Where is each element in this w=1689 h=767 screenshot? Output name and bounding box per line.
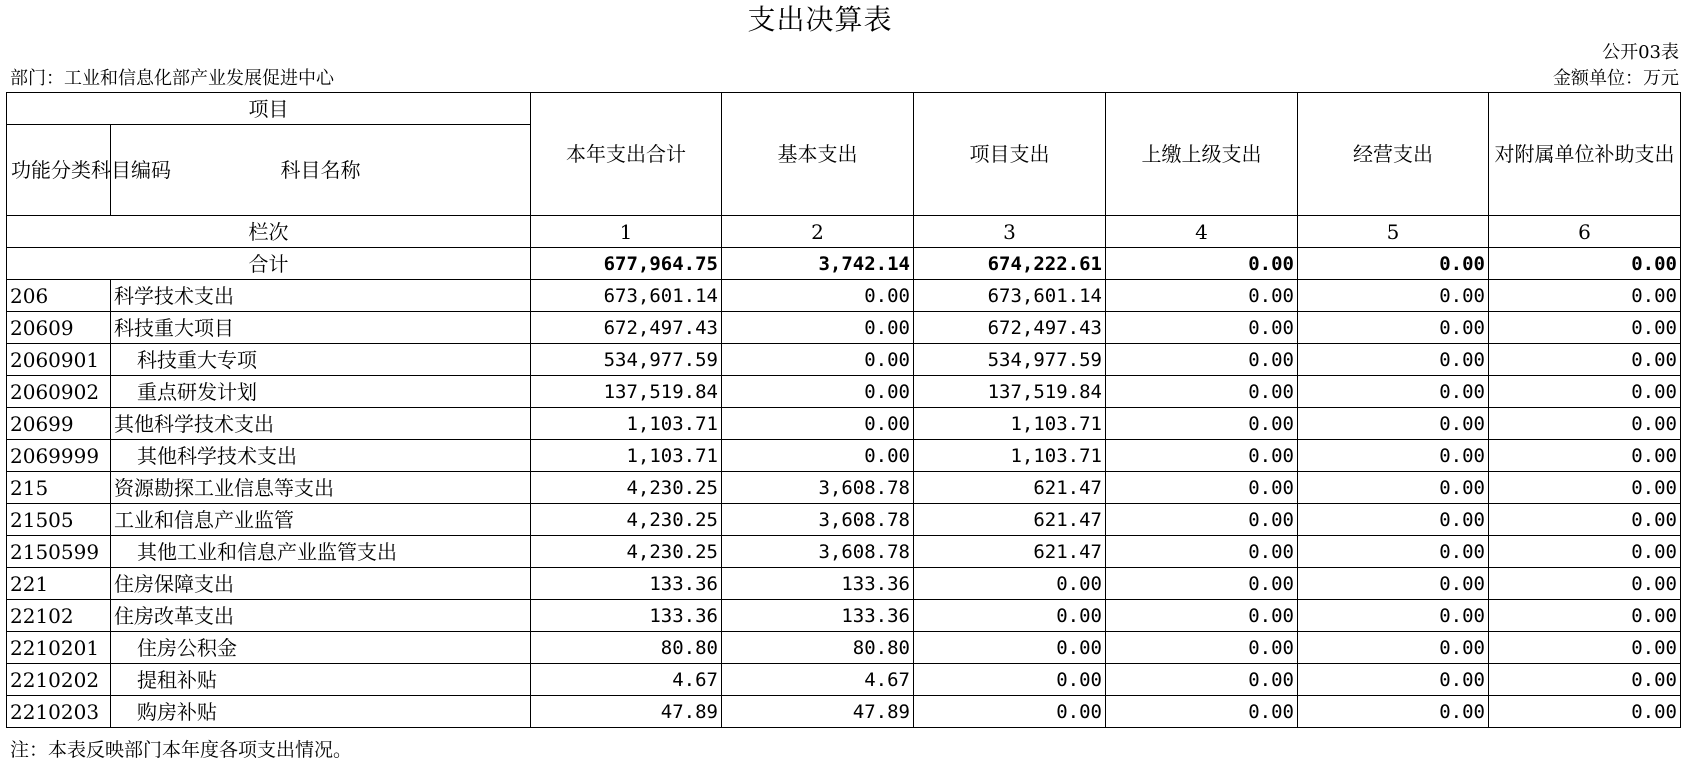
footnote: 注：本表反映部门本年度各项支出情况。 — [10, 739, 353, 761]
row-value: 0.00 — [1489, 344, 1681, 376]
row-value: 534,977.59 — [914, 344, 1106, 376]
row-name: 资源勘探工业信息等支出 — [111, 472, 531, 504]
row-code: 21505 — [7, 504, 111, 536]
row-value: 47.89 — [722, 696, 914, 728]
row-value: 0.00 — [1106, 472, 1298, 504]
row-value: 0.00 — [722, 408, 914, 440]
row-value: 0.00 — [1298, 440, 1489, 472]
row-name: 提租补贴 — [111, 664, 531, 696]
row-value: 673,601.14 — [531, 280, 722, 312]
table-row — [7, 312, 1681, 344]
department-label: 部门：工业和信息化部产业发展促进中心 — [10, 68, 334, 89]
row-value: 0.00 — [1106, 600, 1298, 632]
header-col-subsidy: 对附属单位补助支出 — [1489, 93, 1681, 216]
row-code: 2069999 — [7, 440, 111, 472]
total-value: 0.00 — [1106, 248, 1298, 280]
row-value: 133.36 — [722, 600, 914, 632]
col-number: 3 — [914, 216, 1106, 248]
row-value: 0.00 — [1489, 312, 1681, 344]
row-value: 80.80 — [722, 632, 914, 664]
row-code: 2210201 — [7, 632, 111, 664]
row-value: 0.00 — [1489, 632, 1681, 664]
col-number: 4 — [1106, 216, 1298, 248]
table-row — [7, 440, 1681, 472]
row-value: 672,497.43 — [531, 312, 722, 344]
table-row — [7, 536, 1681, 568]
row-value: 4.67 — [531, 664, 722, 696]
row-value: 621.47 — [914, 472, 1106, 504]
expenditure-table — [6, 92, 1681, 728]
row-code: 2150599 — [7, 536, 111, 568]
row-value: 0.00 — [1298, 536, 1489, 568]
row-code: 215 — [7, 472, 111, 504]
row-value: 0.00 — [1489, 408, 1681, 440]
total-row — [7, 248, 1681, 280]
row-value: 0.00 — [1298, 280, 1489, 312]
table-row — [7, 280, 1681, 312]
row-value: 0.00 — [1106, 344, 1298, 376]
row-name: 科技重大专项 — [111, 344, 531, 376]
row-value: 0.00 — [1298, 312, 1489, 344]
header-col-project: 项目支出 — [914, 93, 1106, 216]
row-value: 1,103.71 — [531, 408, 722, 440]
row-value: 133.36 — [722, 568, 914, 600]
row-value: 0.00 — [1298, 504, 1489, 536]
row-code: 206 — [7, 280, 111, 312]
total-value: 3,742.14 — [722, 248, 914, 280]
row-label: 栏次 — [7, 216, 531, 248]
row-name: 工业和信息产业监管 — [111, 504, 531, 536]
row-value: 1,103.71 — [531, 440, 722, 472]
total-value: 674,222.61 — [914, 248, 1106, 280]
row-value: 0.00 — [914, 632, 1106, 664]
row-value: 3,608.78 — [722, 536, 914, 568]
total-value: 677,964.75 — [531, 248, 722, 280]
row-code: 2060902 — [7, 376, 111, 408]
row-name: 住房改革支出 — [111, 600, 531, 632]
row-name: 购房补贴 — [111, 696, 531, 728]
row-value: 0.00 — [722, 280, 914, 312]
row-value: 0.00 — [914, 568, 1106, 600]
row-name: 科学技术支出 — [111, 280, 531, 312]
row-value: 0.00 — [1106, 312, 1298, 344]
row-value: 673,601.14 — [914, 280, 1106, 312]
row-value: 621.47 — [914, 504, 1106, 536]
row-value: 0.00 — [914, 600, 1106, 632]
row-code: 20609 — [7, 312, 111, 344]
row-value: 0.00 — [1298, 376, 1489, 408]
row-value: 4,230.25 — [531, 472, 722, 504]
form-number: 公开03表 — [1602, 42, 1679, 63]
total-value: 0.00 — [1489, 248, 1681, 280]
row-value: 0.00 — [1106, 664, 1298, 696]
row-value: 0.00 — [1106, 632, 1298, 664]
row-value: 0.00 — [1489, 664, 1681, 696]
header-name: 科目名称 — [111, 125, 531, 216]
row-value: 0.00 — [1298, 408, 1489, 440]
row-value: 0.00 — [1106, 536, 1298, 568]
row-value: 0.00 — [1489, 440, 1681, 472]
table-row — [7, 664, 1681, 696]
row-value: 0.00 — [1489, 472, 1681, 504]
row-value: 0.00 — [914, 696, 1106, 728]
row-value: 0.00 — [1489, 568, 1681, 600]
table-row — [7, 504, 1681, 536]
row-value: 0.00 — [1489, 600, 1681, 632]
row-code: 221 — [7, 568, 111, 600]
table-row — [7, 568, 1681, 600]
row-value: 0.00 — [1298, 472, 1489, 504]
header-col-basic: 基本支出 — [722, 93, 914, 216]
row-code: 2210203 — [7, 696, 111, 728]
table-row — [7, 632, 1681, 664]
row-value: 0.00 — [722, 376, 914, 408]
row-value: 3,608.78 — [722, 504, 914, 536]
row-name: 其他科学技术支出 — [111, 408, 531, 440]
row-value: 3,608.78 — [722, 472, 914, 504]
row-code: 2060901 — [7, 344, 111, 376]
row-value: 0.00 — [1106, 504, 1298, 536]
row-value: 0.00 — [1106, 696, 1298, 728]
row-code: 22102 — [7, 600, 111, 632]
row-value: 0.00 — [1298, 632, 1489, 664]
row-value: 0.00 — [722, 312, 914, 344]
col-number: 1 — [531, 216, 722, 248]
row-value: 4,230.25 — [531, 504, 722, 536]
row-name: 其他科学技术支出 — [111, 440, 531, 472]
row-name: 住房保障支出 — [111, 568, 531, 600]
row-value: 133.36 — [531, 600, 722, 632]
row-value: 80.80 — [531, 632, 722, 664]
row-value: 1,103.71 — [914, 408, 1106, 440]
row-value: 0.00 — [1298, 664, 1489, 696]
row-value: 0.00 — [914, 664, 1106, 696]
unit-label: 金额单位：万元 — [1553, 68, 1679, 89]
total-label: 合计 — [7, 248, 531, 280]
col-number: 6 — [1489, 216, 1681, 248]
row-value: 0.00 — [1489, 280, 1681, 312]
row-value: 0.00 — [1106, 440, 1298, 472]
row-value: 137,519.84 — [914, 376, 1106, 408]
row-value: 4,230.25 — [531, 536, 722, 568]
col-number: 5 — [1298, 216, 1489, 248]
row-value: 0.00 — [1106, 280, 1298, 312]
table-row — [7, 344, 1681, 376]
table-row — [7, 472, 1681, 504]
col-number: 2 — [722, 216, 914, 248]
row-value: 672,497.43 — [914, 312, 1106, 344]
row-name: 其他工业和信息产业监管支出 — [111, 536, 531, 568]
row-value: 47.89 — [531, 696, 722, 728]
total-value: 0.00 — [1298, 248, 1489, 280]
row-value: 133.36 — [531, 568, 722, 600]
row-value: 1,103.71 — [914, 440, 1106, 472]
row-value: 0.00 — [1106, 408, 1298, 440]
table-row — [7, 696, 1681, 728]
row-value: 4.67 — [722, 664, 914, 696]
row-value: 0.00 — [1489, 376, 1681, 408]
row-value: 0.00 — [1489, 536, 1681, 568]
row-value: 0.00 — [1489, 696, 1681, 728]
table-row — [7, 408, 1681, 440]
header-item: 项目 — [7, 93, 531, 125]
row-value: 0.00 — [1298, 600, 1489, 632]
table-row — [7, 376, 1681, 408]
header-code: 功能分类科目编码 — [7, 125, 111, 216]
row-value: 0.00 — [1298, 568, 1489, 600]
row-value: 0.00 — [1489, 504, 1681, 536]
row-name: 住房公积金 — [111, 632, 531, 664]
row-code: 2210202 — [7, 664, 111, 696]
row-value: 0.00 — [1106, 568, 1298, 600]
row-code: 20699 — [7, 408, 111, 440]
row-value: 534,977.59 — [531, 344, 722, 376]
header-col-operating: 经营支出 — [1298, 93, 1489, 216]
header-col-total: 本年支出合计 — [531, 93, 722, 216]
table-row — [7, 600, 1681, 632]
page-title: 支出决算表 — [747, 3, 893, 36]
row-value: 0.00 — [722, 344, 914, 376]
row-value: 0.00 — [1298, 696, 1489, 728]
row-name: 科技重大项目 — [111, 312, 531, 344]
header-col-remit: 上缴上级支出 — [1106, 93, 1298, 216]
row-value: 0.00 — [1106, 376, 1298, 408]
row-name: 重点研发计划 — [111, 376, 531, 408]
row-value: 137,519.84 — [531, 376, 722, 408]
row-value: 0.00 — [1298, 344, 1489, 376]
row-value: 621.47 — [914, 536, 1106, 568]
row-value: 0.00 — [722, 440, 914, 472]
